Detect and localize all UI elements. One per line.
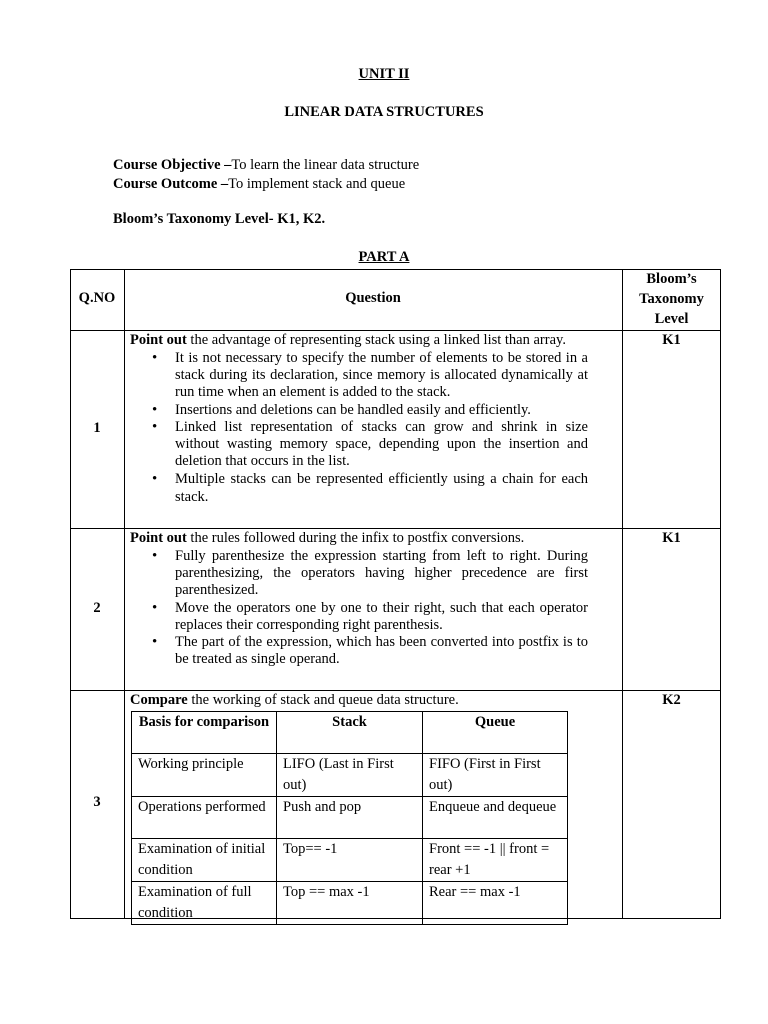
list-item: • Linked list representation of stacks can grow and shrink in size without wasting memory space, depending upon the insertion and deletion that occurs in the list.: [130, 419, 588, 471]
table-cell: Top== -1: [277, 839, 423, 882]
question-1-number: 1: [93, 420, 101, 436]
part-heading: PART A: [358, 249, 410, 265]
question-2-text: [130, 529, 610, 668]
course-objective-label: Course Objective –: [113, 157, 232, 173]
question-3-number: 3: [93, 794, 101, 810]
question-2-prompt-text: the rules followed during the infix to postfix conversions.: [186, 530, 525, 546]
question-1-prompt: [130, 331, 610, 349]
list-item: • Insertions and deletions can be handled easily and efficiently.: [130, 402, 588, 419]
header-question: Question: [345, 290, 401, 306]
question-1-lead: Point out: [130, 332, 187, 348]
comparison-header-queue: Queue: [423, 712, 568, 754]
table-cell: Enqueue and dequeue: [423, 797, 568, 839]
table-cell: LIFO (Last in First out): [277, 754, 423, 797]
comparison-header-stack: Stack: [277, 712, 423, 754]
table-cell: Working principle: [132, 754, 277, 797]
table-row: [132, 797, 568, 839]
list-item: • The part of the expression, which has been converted into postfix is to be treated as single operand.: [130, 634, 588, 668]
question-2-bullets: [130, 548, 610, 668]
comparison-header-row: [132, 712, 568, 754]
table-row: [132, 754, 568, 797]
table-row: [132, 882, 568, 925]
course-outcome: [113, 176, 405, 193]
question-1-level: K1: [662, 332, 681, 348]
question-3-level: K2: [662, 692, 681, 708]
table-cell: Front == -1 || front = rear +1: [423, 839, 568, 882]
question-3-lead: Compare: [130, 692, 188, 708]
comparison-header-basis: Basis for comparison: [132, 712, 277, 754]
table-border-left: [70, 269, 71, 919]
course-objective: [113, 157, 419, 174]
page-title: LINEAR DATA STRUCTURES: [284, 104, 484, 120]
question-3-text: [130, 691, 610, 709]
header-level-line1: Bloom’s: [646, 271, 697, 287]
table-border-right: [720, 269, 721, 919]
question-1-text: [130, 331, 610, 506]
header-level: [622, 269, 721, 329]
comparison-table: [131, 711, 568, 925]
table-row: [132, 839, 568, 882]
question-2-number: 2: [93, 600, 101, 616]
list-item: • Fully parenthesize the expression starting from left to right. During parenthesizing, the operators having higher precedence are first parenthesized.: [130, 548, 588, 600]
question-3-prompt-text: the working of stack and queue data structure.: [187, 692, 459, 708]
table-cell: Rear == max -1: [423, 882, 568, 925]
list-item: • Move the operators one by one to their right, such that each operator replaces their corresponding right parenthesis.: [130, 600, 588, 634]
course-outcome-label: Course Outcome –: [113, 176, 229, 192]
table-cell: Examination of full condition: [132, 882, 277, 925]
unit-heading: UNIT II: [358, 66, 410, 82]
table-cell: FIFO (First in First out): [423, 754, 568, 797]
table-divider-level: [622, 269, 623, 919]
table-cell: Push and pop: [277, 797, 423, 839]
header-level-line3: Level: [654, 311, 689, 327]
course-outcome-text: To implement stack and queue: [228, 176, 406, 192]
header-qno: Q.NO: [78, 290, 116, 306]
question-2-prompt: [130, 529, 610, 547]
question-2-lead: Point out: [130, 530, 187, 546]
header-level-line2: Taxonomy: [639, 291, 704, 307]
table-divider-qno: [124, 269, 125, 919]
table-cell: Operations performed: [132, 797, 277, 839]
course-objective-text: To learn the linear data structure: [231, 157, 420, 173]
list-item: • Multiple stacks can be represented efficiently using a chain for each stack.: [130, 471, 588, 505]
list-item: • It is not necessary to specify the number of elements to be stored in a stack during its declaration, since memory is allocated dynamically at run time when an element is added to the stack.: [130, 350, 588, 402]
table-cell: Top == max -1: [277, 882, 423, 925]
questions-table: [70, 269, 721, 919]
question-3-prompt: [130, 691, 610, 709]
question-1-prompt-text: the advantage of representing stack using a linked list than array.: [186, 332, 566, 348]
blooms-level: Bloom’s Taxonomy Level- K1, K2.: [113, 211, 326, 227]
question-2-level: K1: [662, 530, 681, 546]
table-cell: Examination of initial condition: [132, 839, 277, 882]
question-1-bullets: [130, 350, 610, 506]
